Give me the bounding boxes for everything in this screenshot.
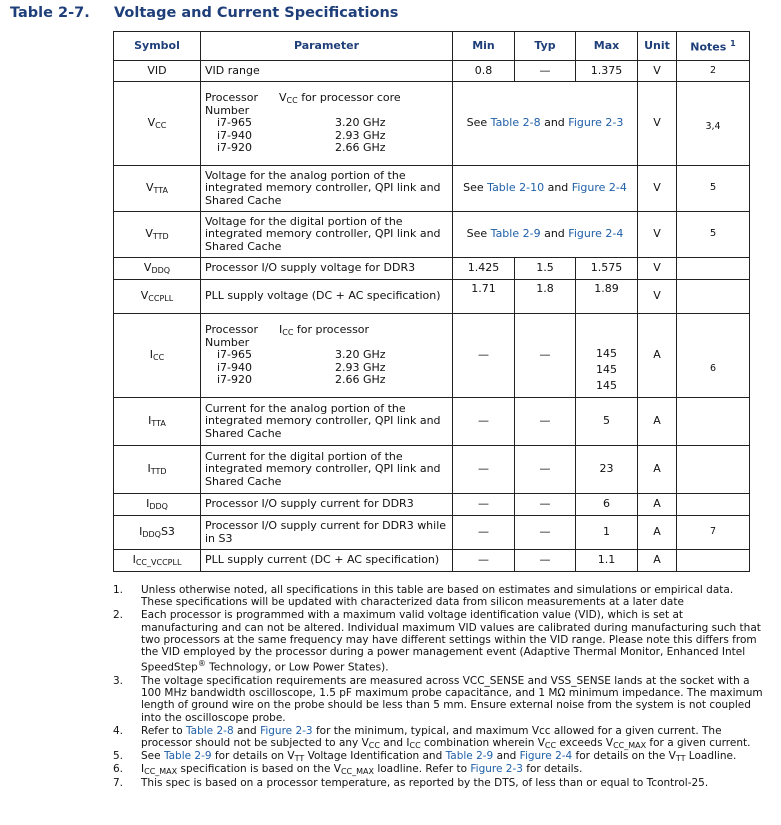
footnotes: [113, 584, 763, 790]
unit-cell: A: [638, 398, 677, 446]
table-row: [114, 212, 750, 258]
typ-cell: —: [515, 314, 576, 398]
note-cell: [677, 398, 750, 446]
min-cell: —: [453, 314, 515, 398]
unit-cell: V: [638, 258, 677, 280]
processor-number-label: Processor Number: [205, 91, 258, 117]
parameter-cell: Processor I/O supply current for DDR3: [201, 494, 453, 516]
parameter-cell: Current for the analog portion of the integrated memory controller, QPI link and Shared Cache: [201, 398, 453, 446]
min-cell: —: [453, 550, 515, 572]
link-table-2-8[interactable]: Table 2-8: [185, 724, 234, 737]
min-cell: —: [453, 446, 515, 494]
min-cell: —: [453, 516, 515, 550]
max-cell: 23: [576, 446, 638, 494]
symbol-cell: $I_{CC}$: [114, 314, 201, 398]
max-cell: 1.89: [576, 280, 638, 314]
typ-cell: 1.5: [515, 258, 576, 280]
max-cell: 1.575: [576, 258, 638, 280]
parameter-cell: PLL supply current (DC + AC specification): [201, 550, 453, 572]
symbol-cell: $I_{TTD}$: [114, 446, 201, 494]
table-row: [114, 494, 750, 516]
unit-cell: V: [638, 82, 677, 166]
header-max: Max: [576, 32, 638, 61]
table-row: [114, 258, 750, 280]
unit-cell: V: [638, 212, 677, 258]
table-row: [114, 398, 750, 446]
footnote: 3. The voltage specification requirements are measured across VCC_SENSE and VSS_SENSE lands at the socket with a 100 MHz bandwidth oscilloscope, 1.5 pF maximum probe capacitance, and 1 MΩ minimum impedance. The maximum length of ground wire on the probe should be less than 5 mm. Ensure external noise from the system is not coupled into the oscilloscope probe.: [113, 674, 763, 724]
max-cell: 1.1: [576, 550, 638, 572]
link-table-2-10[interactable]: Table 2-10: [487, 181, 545, 195]
link-table-2-9[interactable]: Table 2-9: [490, 227, 541, 241]
parameter-cell: Processor I/O supply voltage for DDR3: [201, 258, 453, 280]
header-typ: Typ: [515, 32, 576, 61]
note-cell: 6: [677, 314, 750, 398]
footnote: 1. Unless otherwise noted, all specifications in this table are based on estimates and simulations or empirical data. These specifications will be updated with characterized data from silicon measurements at a later date: [113, 584, 734, 609]
table-row: [114, 314, 750, 398]
parameter-cell: Voltage for the analog portion of the integrated memory controller, QPI link and Shared Cache: [201, 166, 453, 212]
typ-cell: —: [515, 61, 576, 82]
icc-column-label: $I_{CC}$ for processor: [279, 323, 370, 338]
min-cell: 0.8: [453, 61, 515, 82]
note-cell: 5: [677, 166, 750, 212]
min-cell: 1.71: [453, 280, 515, 314]
typ-cell: —: [515, 516, 576, 550]
typ-cell: —: [515, 446, 576, 494]
table-row: [114, 61, 750, 82]
see-reference-cell: See Table 2-10 and Figure 2-4: [453, 166, 638, 212]
note-cell: [677, 550, 750, 572]
parameter-cell: Voltage for the digital portion of the integrated memory controller, QPI link and Shared Cache: [201, 212, 453, 258]
unit-cell: A: [638, 446, 677, 494]
symbol-cell: $V_{TTA}$: [114, 166, 201, 212]
note-cell: 7: [677, 516, 750, 550]
table-title: [10, 5, 398, 21]
header-parameter: Parameter: [201, 32, 453, 61]
link-figure-2-3[interactable]: Figure 2-3: [568, 116, 624, 130]
footnote: 4. Refer to Table 2-8 and Figure 2-3 for the minimum, typical, and maximum Vcc allowed for a given current. The processor should not be subjected to any $V_{CC}$ and $I_{CC}$ combination wherein $V_{CC}$ exceeds $V_{CC\_MAX}$ for a given current.: [113, 724, 751, 750]
unit-cell: V: [638, 280, 677, 314]
symbol-cell: $I_{TTA}$: [114, 398, 201, 446]
note-cell: [677, 494, 750, 516]
typ-cell: 1.8: [515, 280, 576, 314]
symbol-cell: $I_{DDQ}S3$: [114, 516, 201, 550]
parameter-cell: VID range: [201, 61, 453, 82]
symbol-cell: $V_{TTD}$: [114, 212, 201, 258]
symbol-cell: $V_{CCPLL}$: [114, 280, 201, 314]
header-notes: Notes $^1$: [677, 32, 750, 61]
link-figure-2-3[interactable]: Figure 2-3: [260, 724, 313, 737]
symbol-cell: $I_{DDQ}$: [114, 494, 201, 516]
unit-cell: V: [638, 166, 677, 212]
note-cell: 2: [677, 61, 750, 82]
min-cell: —: [453, 398, 515, 446]
table-number: Table 2-7.: [10, 5, 90, 21]
table-row: [114, 446, 750, 494]
symbol-cell: $I_{CC\_VCCPLL}$: [114, 550, 201, 572]
unit-cell: A: [638, 314, 677, 398]
unit-cell: A: [638, 494, 677, 516]
processor-number-label: Processor Number: [205, 323, 258, 349]
vcc-column-label: $V_{CC}$ for processor core: [279, 91, 401, 106]
table-title-text: Voltage and Current Specifications: [114, 5, 399, 21]
max-cell: 1.375: [576, 61, 638, 82]
see-reference-cell: See Table 2-8 and Figure 2-3: [453, 82, 638, 166]
unit-cell: V: [638, 61, 677, 82]
note-cell: [677, 258, 750, 280]
max-cell: 5: [576, 398, 638, 446]
footnote: 2. Each processor is programmed with a maximum valid voltage identification value (VID), which is set at manufacturing and can not be altered. Individual maximum VID values are calibrated during manufacturing such that two processors at the same frequency may have different settings within the VID range. Please note this differs from the VID employed by the processor during a power management event (Adaptive Thermal Monitor, Enhanced Intel SpeedStep® Technology, or Low Power States).: [113, 609, 761, 674]
link-table-2-9[interactable]: Table 2-9: [163, 750, 212, 763]
header-row: [114, 32, 750, 61]
link-figure-2-4[interactable]: Figure 2-4: [571, 181, 627, 195]
min-cell: 1.425: [453, 258, 515, 280]
note-cell: [677, 280, 750, 314]
footnote: 5. See Table 2-9 for details on $V_{TT}$ Voltage Identification and Table 2-9 and Figure 2-4 for details on the $V_{TT}$ Loadline.: [113, 750, 737, 764]
spec-table: [113, 31, 750, 572]
unit-cell: A: [638, 550, 677, 572]
parameter-cell: Processor I/O supply current for DDR3 while in S3: [201, 516, 453, 550]
parameter-cell: Processor Number $V_{CC}$ for processor core i7-965 3.20 GHz i7-940 2.93 GHz i7-920 2.66 GHz: [201, 82, 453, 166]
symbol-cell: VID: [114, 61, 201, 82]
parameter-cell: Processor Number $I_{CC}$ for processor i7-965 3.20 GHz i7-940 2.93 GHz i7-920 2.66 GHz: [201, 314, 453, 398]
table-row: [114, 550, 750, 572]
min-cell: —: [453, 494, 515, 516]
table-row: [114, 166, 750, 212]
max-cell: 145 145 145: [576, 314, 638, 398]
header-symbol: Symbol: [114, 32, 201, 61]
table-row: [114, 516, 750, 550]
typ-cell: —: [515, 494, 576, 516]
link-figure-2-4[interactable]: Figure 2-4: [568, 227, 624, 241]
table-row: [114, 280, 750, 314]
link-table-2-8[interactable]: Table 2-8: [490, 116, 541, 130]
parameter-cell: Current for the digital portion of the integrated memory controller, QPI link and Shared Cache: [201, 446, 453, 494]
footnote: 6. $I_{CC\_MAX}$ specification is based on the $V_{CC\_MAX}$ loadline. Refer to Figure 2-3 for details.: [113, 763, 583, 777]
parameter-cell: PLL supply voltage (DC + AC specification): [201, 280, 453, 314]
table-row: [114, 82, 750, 166]
header-unit: Unit: [638, 32, 677, 61]
typ-cell: —: [515, 550, 576, 572]
header-min: Min: [453, 32, 515, 61]
max-cell: 1: [576, 516, 638, 550]
note-cell: 5: [677, 212, 750, 258]
footnote: 7. This spec is based on a processor temperature, as reported by the DTS, of less than or equal to Tcontrol-25.: [113, 776, 709, 789]
max-cell: 6: [576, 494, 638, 516]
note-cell: 3,4: [677, 82, 750, 166]
symbol-cell: $V_{DDQ}$: [114, 258, 201, 280]
unit-cell: A: [638, 516, 677, 550]
typ-cell: —: [515, 398, 576, 446]
link-table-2-9[interactable]: Table 2-9: [445, 750, 494, 763]
see-reference-cell: See Table 2-9 and Figure 2-4: [453, 212, 638, 258]
link-figure-2-4[interactable]: Figure 2-4: [519, 750, 573, 763]
link-figure-2-3[interactable]: Figure 2-3: [470, 763, 523, 776]
note-cell: [677, 446, 750, 494]
symbol-cell: $V_{CC}$: [114, 82, 201, 166]
